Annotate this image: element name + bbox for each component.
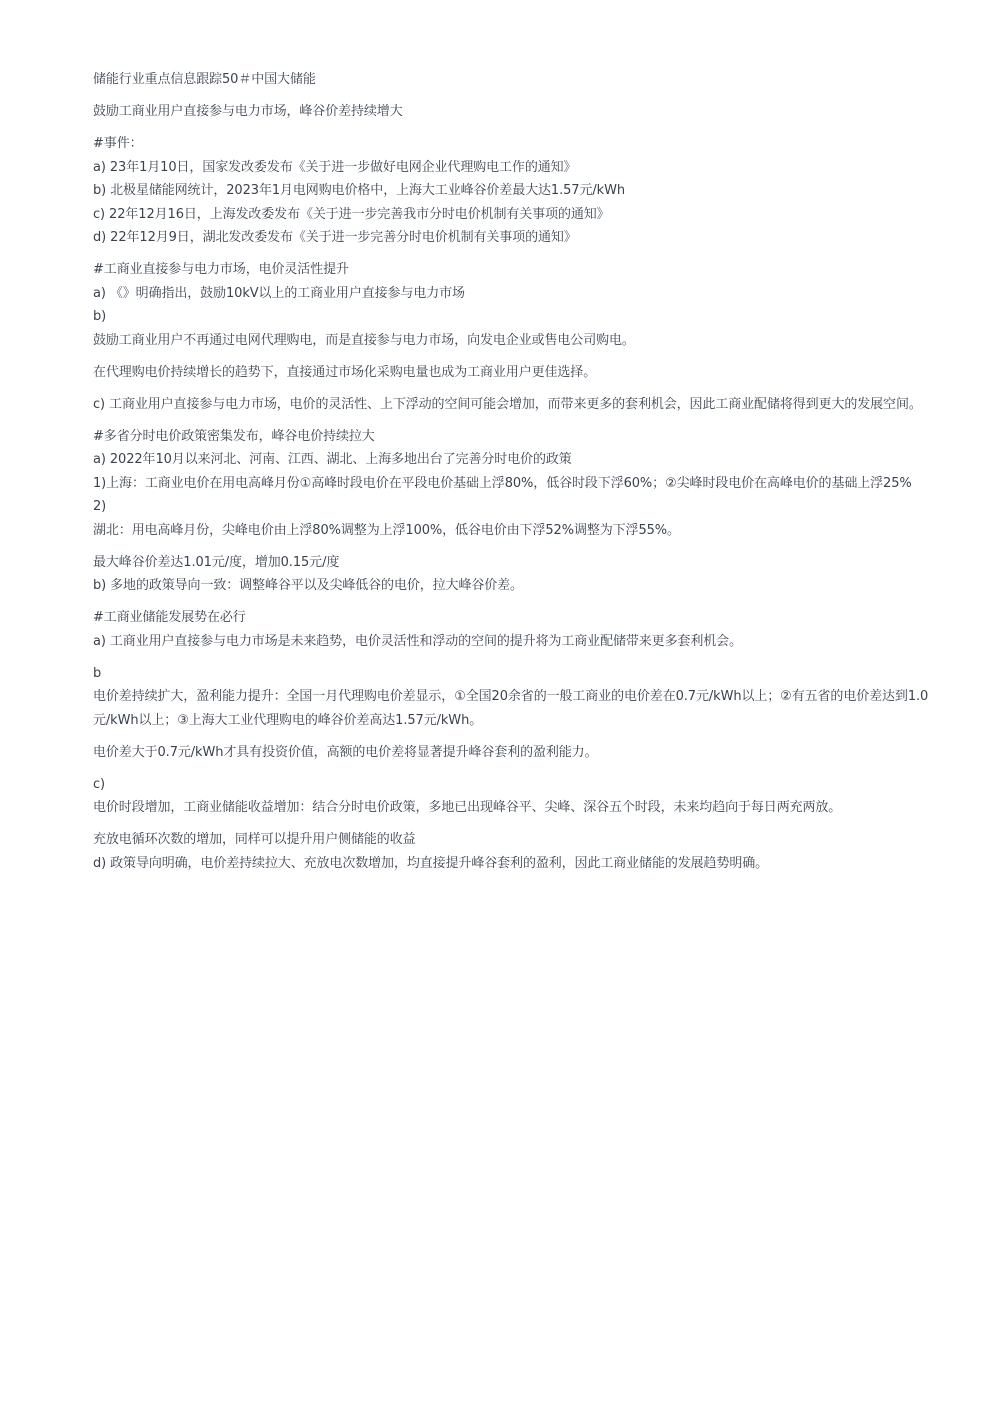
paragraph: 电价时段增加，工商业储能收益增加：结合分时电价政策，多地已出现峰谷平、尖峰、深谷五个时段，未来均趋向于每日两充两放。 — [93, 800, 842, 815]
paragraph: 最大峰谷价差达1.01元/度，增加0.15元/度 — [93, 554, 340, 570]
paragraph: 电价差持续扩大，盈利能力提升：全国一月代理购电价差显示，①全国20余省的一般工商业的电价差在0.7元/kWh以上；②有五省的电价差达到1.0元/kWh以上；③上海大工业代理购电的峰谷价差高达1.57元/kWh。 — [93, 689, 929, 728]
paragraph: a) 工商业用户直接参与电力市场是未来趋势，电价灵活性和浮动的空间的提升将为工商业配储带来更多套利机会。 — [93, 633, 742, 649]
paragraph: #多省分时电价政策密集发布，峰谷电价持续拉大 — [93, 428, 375, 444]
paragraph: c) 22年12月16日，上海发改委发布《关于进一步完善我市分时电价机制有关事项的通知》 — [93, 206, 610, 222]
paragraph: c) — [93, 776, 106, 792]
paragraph: 2) — [93, 499, 107, 514]
paragraph: b) 多地的政策导向一致：调整峰谷平以及尖峰低谷的电价，拉大峰谷价差。 — [93, 578, 523, 593]
paragraph: #工商业直接参与电力市场，电价灵活性提升 — [93, 262, 349, 277]
document-title: 储能行业重点信息跟踪50＃中国大储能 — [93, 72, 316, 87]
paragraph: b — [93, 665, 102, 681]
paragraph: d) 政策导向明确，电价差持续拉大、充放电次数增加，均直接提升峰谷套利的盈利，因此工商业储能的发展趋势明确。 — [93, 855, 769, 871]
paragraph: a) 2022年10月以来河北、河南、江西、湖北、上海多地出台了完善分时电价的政策 — [93, 452, 572, 467]
paragraph: c) 工商业用户直接参与电力市场，电价的灵活性、上下浮动的空间可能会增加，而带来更多的套利机会，因此工商业配储将得到更大的发展空间。 — [93, 396, 922, 412]
document-body — [93, 68, 941, 875]
paragraph: 鼓励工商业用户不再通过电网代理购电，而是直接参与电力市场，向发电企业或售电公司购电。 — [93, 332, 635, 348]
paragraph: #工商业储能发展势在必行 — [93, 610, 246, 625]
paragraph: 电价差大于0.7元/kWh才具有投资价值，高额的电价差将显著提升峰谷套利的盈利能力。 — [93, 744, 598, 760]
paragraph: 湖北：用电高峰月份，尖峰电价由上浮80%调整为上浮100%，低谷电价由下浮52%调整为下浮55%。 — [93, 522, 680, 538]
paragraph: b) — [93, 309, 107, 324]
paragraph: 鼓励工商业用户直接参与电力市场，峰谷价差持续增大 — [93, 104, 403, 119]
paragraph: 充放电循环次数的增加，同样可以提升用户侧储能的收益 — [93, 832, 416, 847]
paragraph: a) 《》明确指出，鼓励10kV以上的工商业用户直接参与电力市场 — [93, 285, 465, 301]
paragraph: d) 22年12月9日，湖北发改委发布《关于进一步完善分时电价机制有关事项的通知》 — [93, 230, 577, 245]
paragraph: 1)上海：工商业电价在用电高峰月份①高峰时段电价在平段电价基础上浮80%，低谷时段下浮60%；②尖峰时段电价在高峰电价的基础上浮25% — [93, 475, 912, 491]
paragraph: 在代理购电价持续增长的趋势下，直接通过市场化采购电量也成为工商业用户更佳选择。 — [93, 364, 597, 380]
paragraph: #事件： — [93, 136, 143, 151]
paragraph: a) 23年1月10日，国家发改委发布《关于进一步做好电网企业代理购电工作的通知》 — [93, 159, 577, 175]
paragraph: b) 北极星储能网统计，2023年1月电网购电价格中，上海大工业峰谷价差最大达1.57元/kWh — [93, 183, 625, 198]
